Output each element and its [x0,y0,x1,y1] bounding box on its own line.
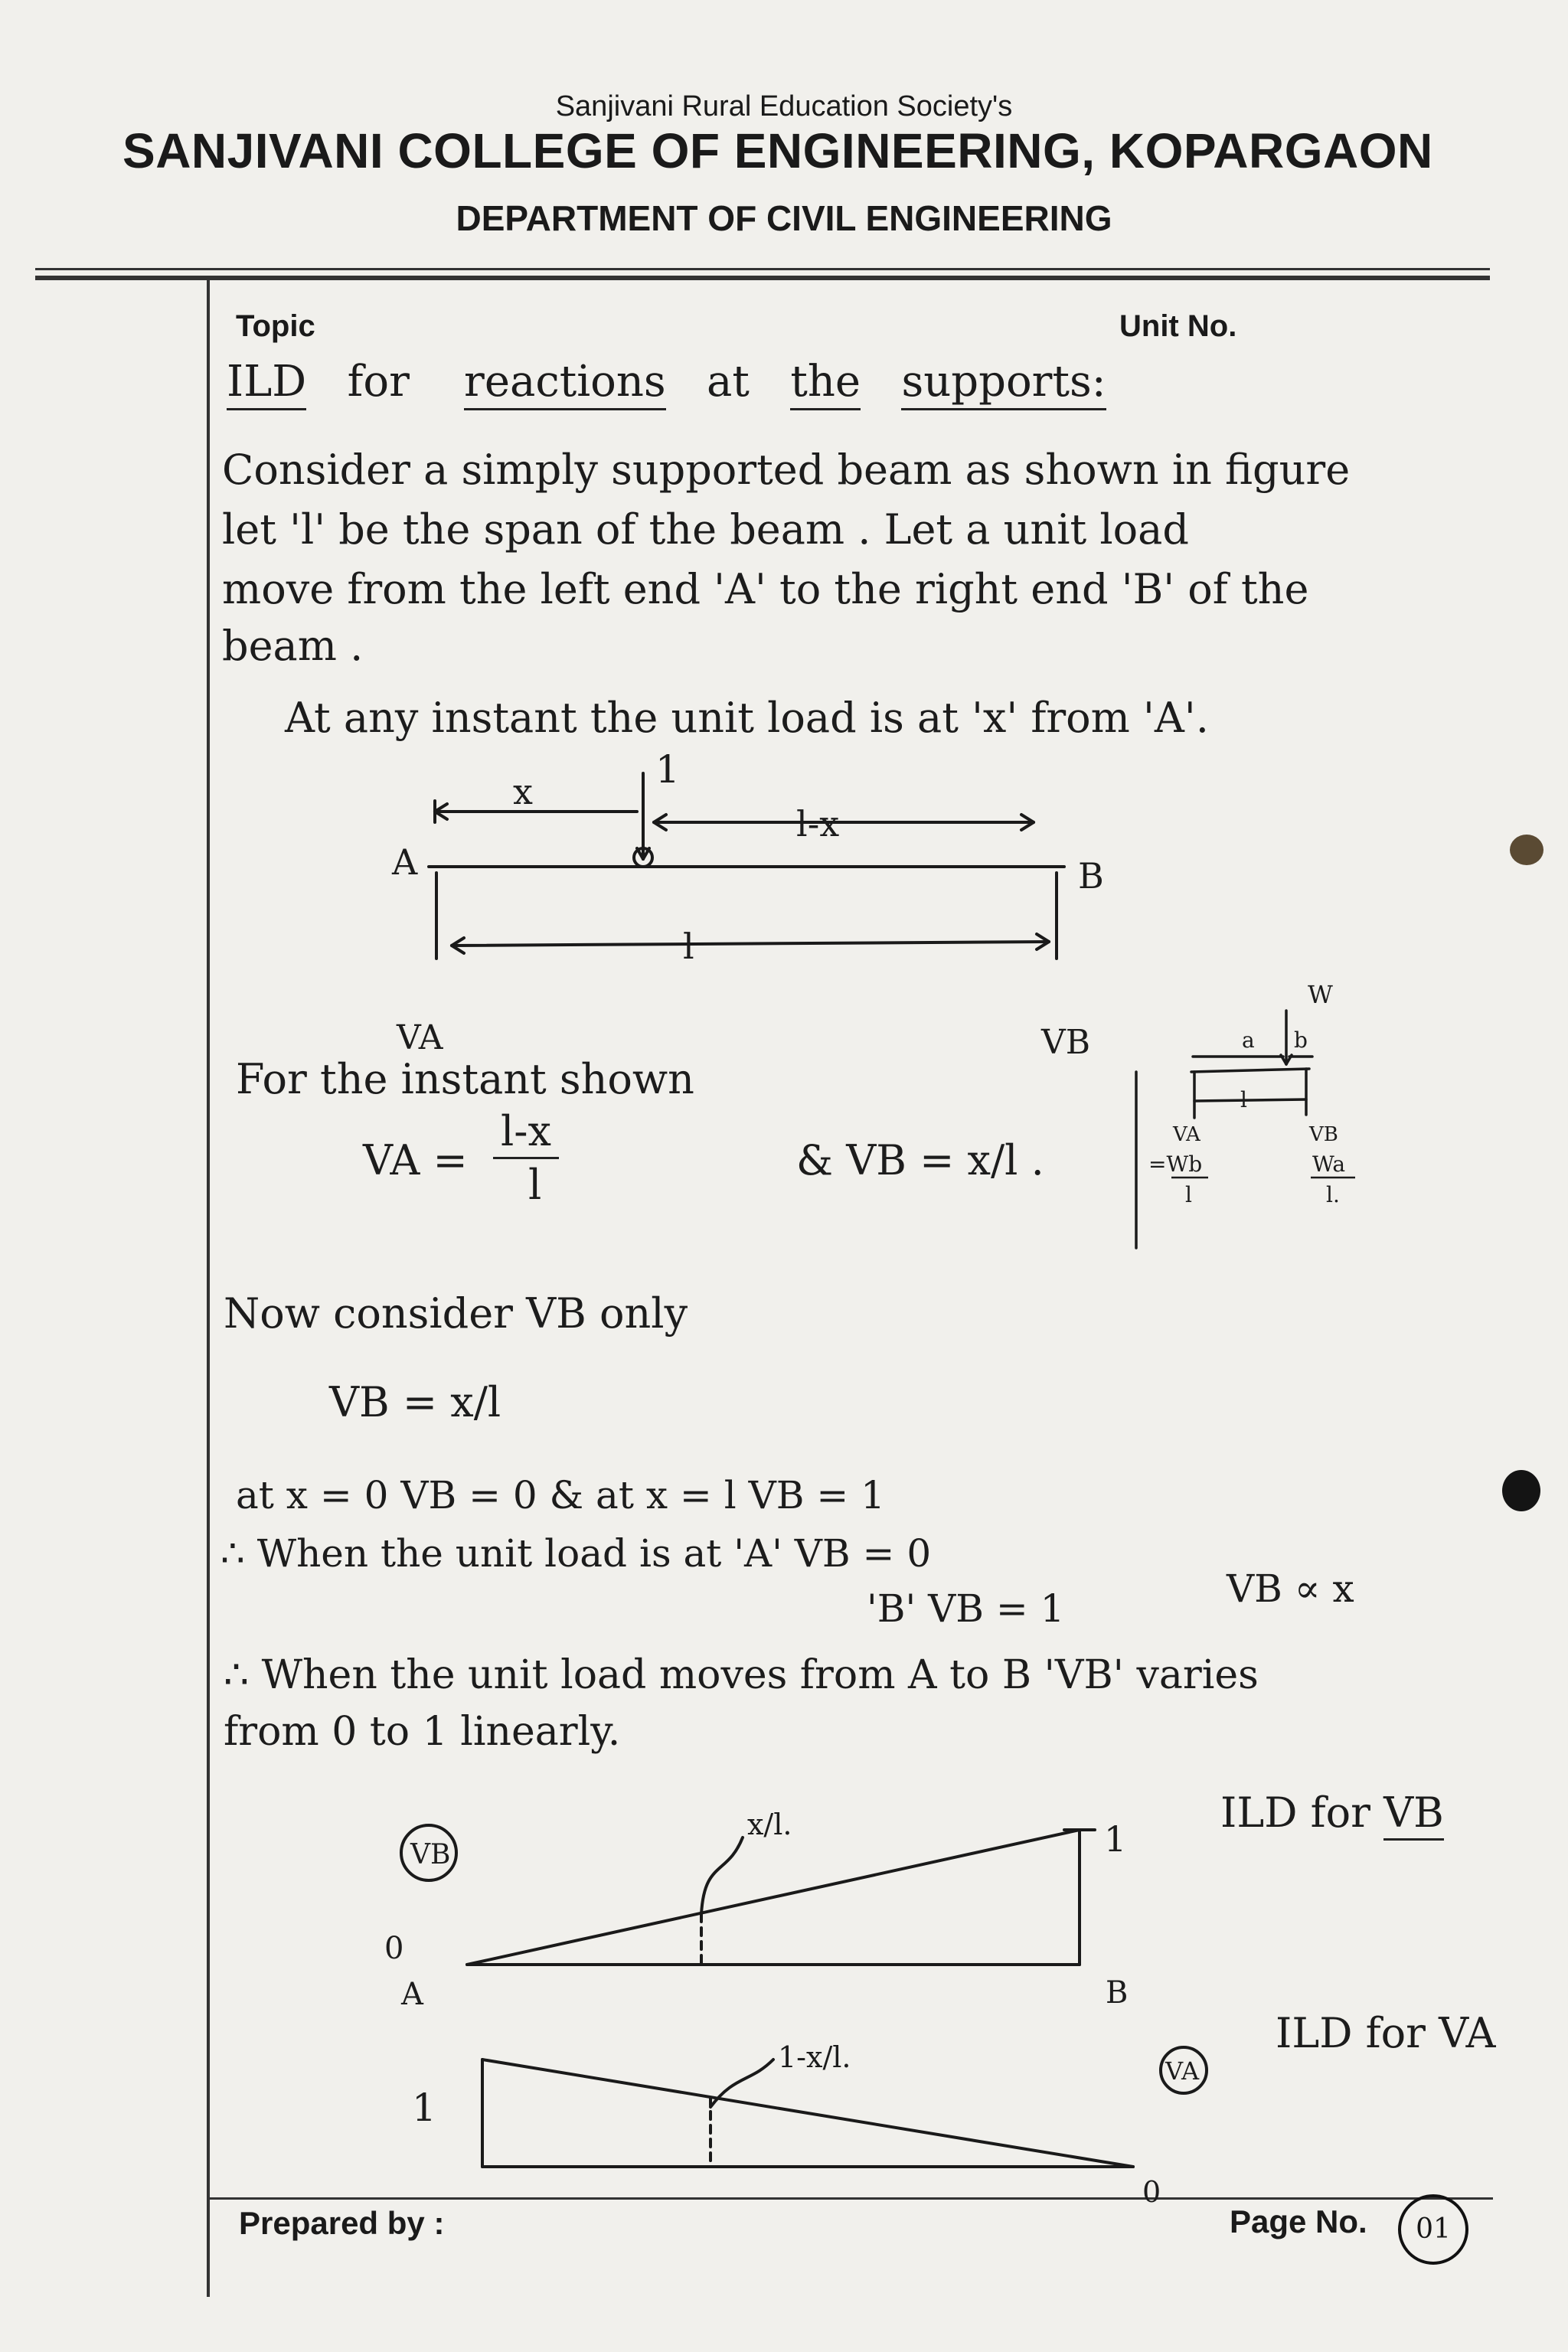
ild-va-label: ILD for VA [1276,2009,1496,2057]
ild-va-diagram [368,2021,1210,2205]
header-rule-bottom [35,276,1490,280]
va-eq-numerator: l-x [493,1107,559,1159]
header-rule-top [35,268,1490,270]
heading-the: the [790,357,861,410]
society-name: Sanjivani Rural Education Society's [555,90,1013,122]
ild-vb-a: A [401,1977,423,2012]
side-vb-label: VB [1309,1123,1338,1146]
side-l-label: l [1240,1087,1247,1112]
ild-vb-label-text: ILD for [1220,1788,1370,1837]
vb-eq: & VB = x/l . [796,1136,1044,1184]
para-line-3: move from the left end 'A' to the right end 'B' of the [222,565,1309,613]
moves-line-1: ∴ When the unit load moves from A to B 'VB' varies [224,1652,1259,1698]
beam-vb-label: VB [1041,1023,1091,1057]
heading-supports: supports: [901,357,1106,410]
side-va-label: VA [1173,1123,1200,1146]
ild-vb-one: 1 [1104,1818,1127,1860]
ild-va-zero: 0 [1142,2175,1161,2205]
beam-lx-label: l-x [796,803,840,844]
beam-load-label: 1 [655,750,680,792]
page-no-label: Page No. [1230,2203,1367,2239]
moves-line-2: from 0 to 1 linearly. [224,1709,621,1755]
heading-at: at [707,357,750,407]
para-line-1: Consider a simply supported beam as shown in figure [222,446,1351,494]
boundary-values-line: at x = 0 VB = 0 & at x = l VB = 1 [236,1473,885,1517]
ild-vb-zero: 0 [384,1931,404,1966]
vb-proportional: VB ∝ x [1227,1566,1354,1611]
prepared-by-label: Prepared by : [239,2205,445,2241]
now-consider-line: Now consider VB only [224,1289,688,1338]
vb-formula: VB = x/l [329,1378,501,1426]
for-instant-line: For the instant shown [236,1055,694,1103]
beam-b-label: B [1078,855,1104,897]
ild-vb-circle-label: VB [410,1839,451,1870]
side-va-den: l [1185,1182,1192,1207]
notes-heading [227,357,1106,407]
college-name: SANJIVANI COLLEGE OF ENGINEERING, KOPARGAON [122,123,1433,178]
instant-line: At any instant the unit load is at 'x' from 'A'. [285,694,1209,742]
when-line-1: ∴ When the unit load is at 'A' VB = 0 [220,1531,932,1576]
side-va-eq: =Wb [1148,1152,1203,1177]
side-a-label: a [1242,1027,1255,1053]
left-margin-rule [207,279,210,2297]
ild-vb-ordinate: x/l. [747,1808,792,1841]
beam-span-label: l [683,926,694,967]
page-number-circle: 01 [1398,2194,1468,2265]
ild-vb-diagram [368,1784,1179,2014]
va-eq-left: VA = [363,1136,468,1184]
ild-va-one: 1 [412,2086,436,2130]
va-eq-denominator: l [528,1161,542,1209]
ild-vb-label-vb: VB [1383,1788,1444,1841]
para-line-4: beam . [222,622,364,670]
ild-vb-label [1220,1788,1444,1837]
department-name: DEPARTMENT OF CIVIL ENGINEERING [456,198,1112,238]
side-vb-den: l. [1326,1182,1340,1207]
beam-figure [352,750,1210,1057]
side-b-label: b [1294,1027,1308,1053]
side-w-label: W [1308,980,1333,1009]
para-line-2: let 'l' be the span of the beam . Let a unit load [222,505,1189,554]
scan-speck-2 [1502,1470,1540,1511]
ild-vb-b: B [1106,1975,1129,2011]
beam-x-label: x [513,771,533,812]
beam-va-label: VA [397,1018,443,1057]
scan-speck-1 [1510,835,1544,865]
heading-ild: ILD [227,357,306,410]
ild-va-circle-label: VA [1165,2056,1200,2086]
unit-no-label: Unit No. [1119,309,1237,343]
heading-for: for [347,357,410,407]
topic-label: Topic [236,309,315,343]
heading-reactions: reactions [464,357,666,410]
side-figure [1125,980,1493,1271]
beam-a-label: A [392,841,418,883]
when-line-2: 'B' VB = 1 [867,1586,1065,1631]
ild-va-ordinate: 1-x/l. [778,2040,851,2074]
side-vb-num: Wa [1312,1152,1346,1177]
